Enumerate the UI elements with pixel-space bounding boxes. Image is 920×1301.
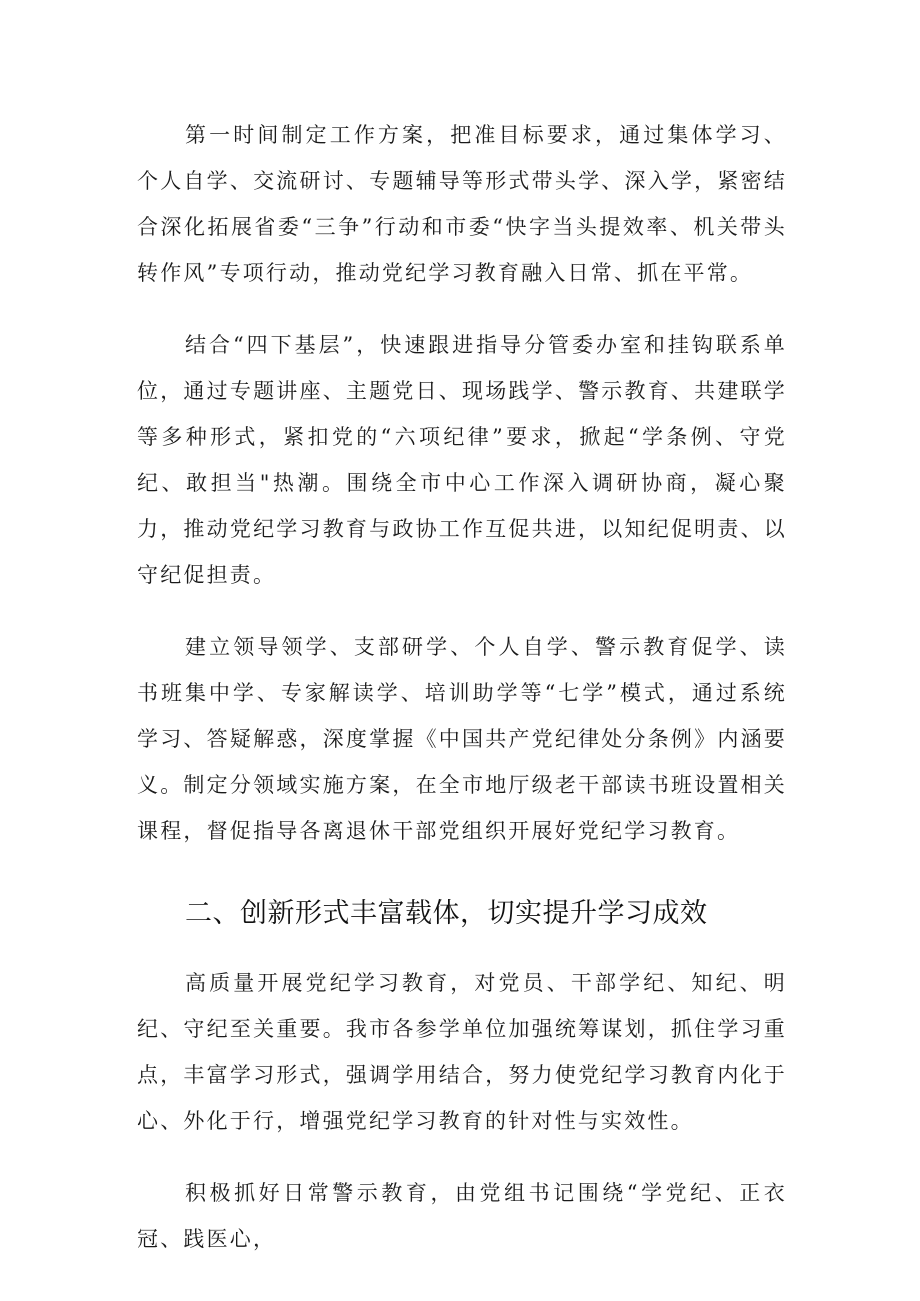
body-paragraph-1: 第一时间制定工作方案，把准目标要求，通过集体学习、个人自学、交流研讨、专题辅导等形式带头学、深入学，紧密结合深化拓展省委“三争”行动和市委“快字当头提效率、机关带头转作风”专项行动，推动党纪学习教育融入日常、抓在平常。 — [137, 123, 787, 285]
body-paragraph-4: 高质量开展党纪学习教育，对党员、干部学纪、知纪、明纪、守纪至关重要。我市各参学单位加强统筹谋划，抓住学习重点，丰富学习形式，强调学用结合，努力使党纪学习教育内化于心、外化于行，增强党纪学习教育的针对性与实效性。 — [137, 971, 787, 1133]
section-heading: 二、创新形式丰富载体，切实提升学习成效 — [185, 898, 708, 929]
body-paragraph-2: 结合“四下基层”，快速跟进指导分管委办室和挂钩联系单位，通过专题讲座、主题党日、现场践学、警示教育、共建联学等多种形式，紧扣党的“六项纪律”要求，掀起“学条例、守党纪、敢担当"热潮。围绕全市中心工作深入调研协商，凝心聚力，推动党纪学习教育与政协工作互促共进，以知纪促明责、以守纪促担责。 — [137, 333, 787, 587]
body-paragraph-3: 建立领导领学、支部研学、个人自学、警示教育促学、读书班集中学、专家解读学、培训助学等“七学”模式，通过系统学习、答疑解惑，深度掌握《中国共产党纪律处分条例》内涵要义。制定分领域实施方案，在全市地厅级老干部读书班设置相关课程，督促指导各离退休干部党组织开展好党纪学习教育。 — [137, 635, 787, 843]
document-body — [137, 112, 787, 1288]
body-paragraph-5: 积极抓好日常警示教育，由党组书记围绕“学党纪、正衣冠、践医心， — [137, 1181, 787, 1251]
